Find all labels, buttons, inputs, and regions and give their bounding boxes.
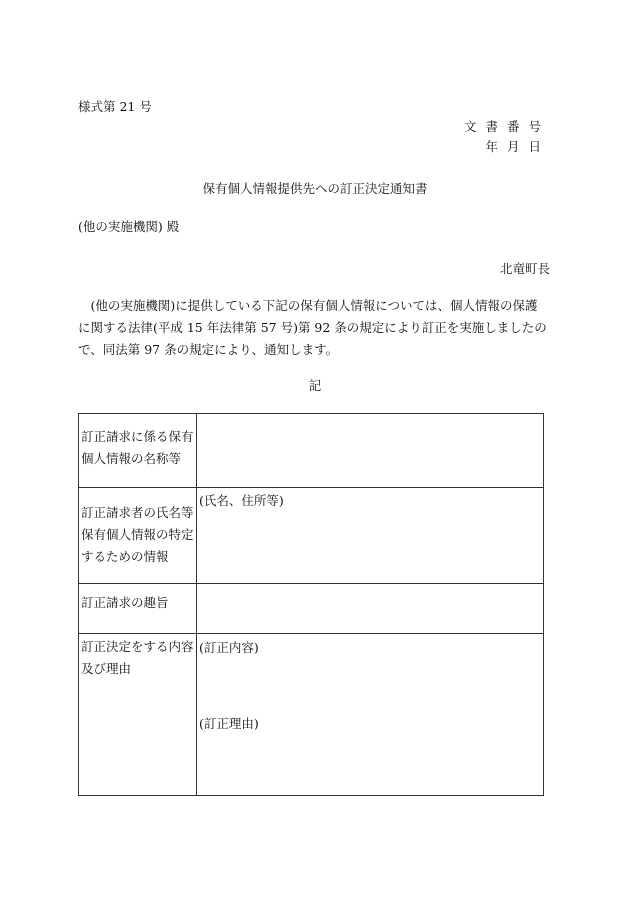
correction-reason-label: (訂正理由) <box>199 716 259 731</box>
table-row <box>79 488 544 584</box>
row-value-record-name <box>197 414 544 488</box>
row-label-record-name: 訂正請求に係る保有個人情報の名称等 <box>79 414 197 488</box>
row-label-request-purpose: 訂正請求の趣旨 <box>79 584 197 634</box>
correction-content-label: (訂正内容) <box>199 640 259 655</box>
row-label-decision: 訂正決定をする内容及び理由 <box>79 634 197 796</box>
addressee: (他の実施機関) 殿 <box>78 219 180 234</box>
row-label-requester-info: 訂正請求者の氏名等保有個人情報の特定するための情報 <box>79 488 197 584</box>
table-row <box>79 414 544 488</box>
form-number: 様式第 21 号 <box>78 99 152 114</box>
table-row <box>79 584 544 634</box>
document-title: 保有個人情報提供先への訂正決定通知書 <box>202 181 428 196</box>
ki-heading: 記 <box>308 378 322 393</box>
row-value-request-purpose <box>197 584 544 634</box>
sender: 北竜町長 <box>499 261 550 276</box>
row-value-decision <box>197 634 544 796</box>
document-date-label: 年月日 <box>485 139 550 154</box>
row-value-requester-info: (氏名、住所等) <box>197 488 544 584</box>
details-table <box>78 413 544 796</box>
document-number-label: 文書番号 <box>463 119 550 134</box>
table-row <box>79 634 544 796</box>
body-paragraph: (他の実施機関)に提供している下記の保有個人情報については、個人情報の保護に関する法律(平成 15 年法律第 57 号)第 92 条の規定により訂正を実施しましたので、同法第 97 条の規定により、通知します。 <box>78 298 547 357</box>
